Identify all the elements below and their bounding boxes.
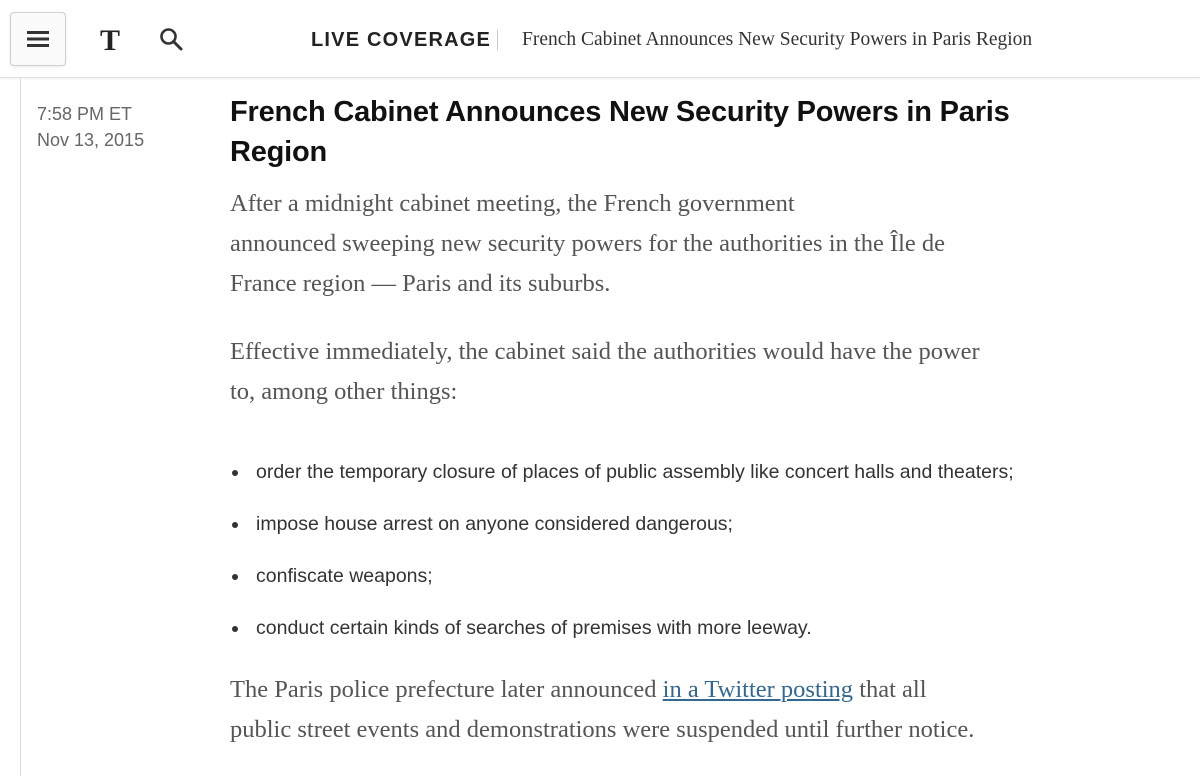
twitter-posting-link[interactable]: in a Twitter posting: [662, 676, 854, 703]
nyt-t-logo-svg: [97, 23, 123, 57]
header-divider: [497, 30, 498, 50]
post-title-line-2: Region: [230, 136, 328, 168]
bullet-item: conduct certain kinds of searches of premises with more leeway.: [230, 608, 1014, 660]
paragraph-prefecture-text-before-link: The Paris police prefecture later announced: [230, 676, 663, 703]
paragraph-prefecture-line-1: [230, 670, 1130, 710]
paragraph-effective-line-2: to, among other things:: [230, 378, 458, 405]
post-time: 7:58 PM ET: [37, 104, 133, 124]
left-border-rule: [20, 78, 21, 776]
hamburger-menu-button[interactable]: [10, 12, 66, 66]
post-title: [230, 92, 1110, 172]
paragraph-intro-line-2: announced sweeping new security powers for the authorities in the Île de: [230, 230, 946, 257]
svg-text:T: T: [99, 24, 121, 57]
bullet-item: order the temporary closure of places of public assembly like concert halls and theaters;: [230, 452, 1014, 504]
paragraph-intro: [230, 184, 1130, 304]
bullet-item: impose house arrest on anyone considered dangerous;: [230, 504, 1014, 556]
nyt-t-logo-icon[interactable]: [96, 22, 124, 58]
post-title-line-1: French Cabinet Announces New Security Powers in Paris: [230, 96, 1010, 128]
paragraph-prefecture: [230, 670, 1130, 750]
paragraph-effective-line-1: Effective immediately, the cabinet said the authorities would have the power: [230, 338, 980, 365]
paragraph-prefecture-line-2: public street events and demonstrations were suspended until further notice.: [230, 716, 975, 743]
header-headline: French Cabinet Announces New Security Powers in Paris Region: [522, 29, 1033, 50]
hamburger-menu-icon: [27, 30, 49, 48]
bullet-item: confiscate weapons;: [230, 556, 1014, 608]
paragraph-intro-line-3: France region — Paris and its suburbs.: [230, 270, 611, 297]
post-timestamp: [37, 101, 144, 153]
powers-bullet-list: [230, 452, 1014, 660]
search-icon: [159, 27, 183, 51]
search-button[interactable]: [156, 24, 186, 54]
section-label[interactable]: LIVE COVERAGE: [311, 29, 492, 51]
paragraph-intro-line-1: After a midnight cabinet meeting, the French government: [230, 190, 795, 217]
top-navigation-bar: [0, 0, 1200, 78]
paragraph-prefecture-text-after-link: that all: [853, 676, 927, 703]
paragraph-effective: [230, 332, 1130, 412]
post-date: Nov 13, 2015: [37, 130, 145, 150]
